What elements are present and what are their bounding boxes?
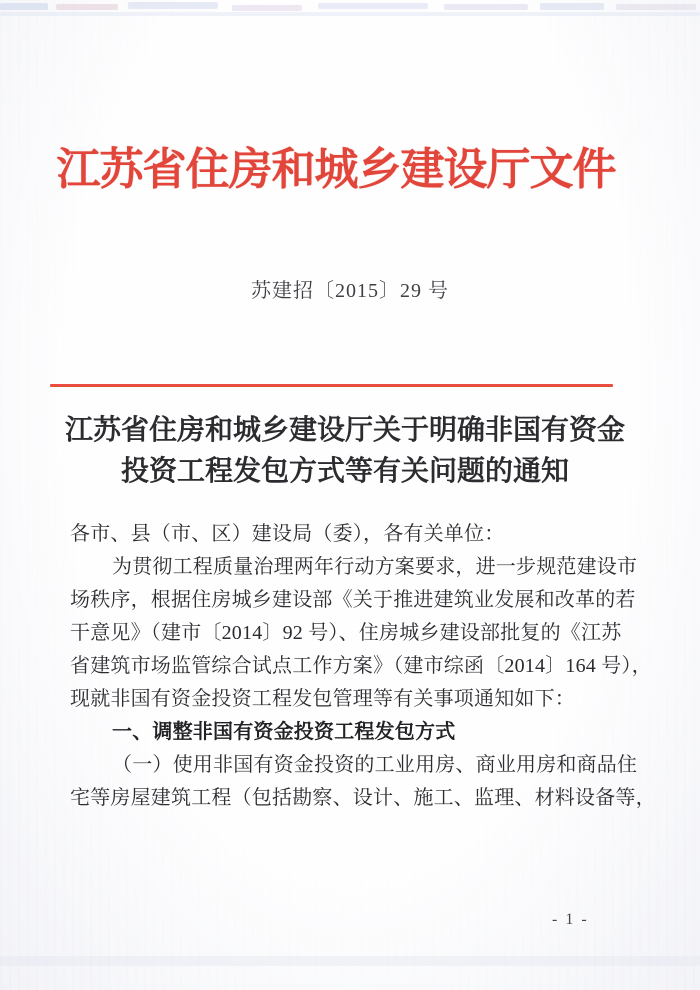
scan-artifact	[318, 3, 428, 9]
scan-artifact	[128, 2, 218, 9]
notice-title	[0, 410, 690, 492]
scan-artifact	[56, 4, 118, 10]
scan-artifact	[0, 12, 700, 16]
letterhead-title: 江苏省住房和城乡建设厅文件	[56, 145, 616, 194]
scan-artifact	[0, 956, 700, 966]
body-line: 现就非国有资金投资工程发包管理等有关事项通知如下：	[70, 688, 575, 710]
body-line: 为贯彻工程质量治理两年行动方案要求，进一步规范建设市	[112, 556, 638, 578]
body-line: 场秩序，根据住房城乡建设部《关于推进建筑业发展和改革的若	[70, 589, 636, 611]
salutation-line: 各市、县（市、区）建设局（委），各有关单位：	[70, 523, 505, 545]
notice-title-line1: 江苏省住房和城乡建设厅关于明确非国有资金	[64, 415, 625, 446]
section-heading-line: 一、调整非国有资金投资工程发包方式	[112, 721, 456, 743]
body-line: 干意见》（建市〔2014〕92 号）、住房城乡建设部批复的《江苏	[70, 622, 622, 644]
scan-artifact	[444, 4, 528, 10]
page-number: - 1 -	[552, 911, 589, 928]
scan-artifact	[616, 4, 696, 10]
body-line: （一）使用非国有资金投资的工业用房、商业用房和商品住	[112, 754, 638, 776]
notice-title-line2: 投资工程发包方式等有关问题的通知	[120, 456, 569, 487]
scan-artifact	[540, 3, 604, 10]
body-line: 省建筑市场监管综合试点工作方案》（建市综函〔2014〕164 号），	[70, 655, 652, 677]
scan-artifact	[232, 5, 302, 11]
document-body	[70, 518, 656, 815]
document-number: 苏建招〔2015〕29 号	[251, 280, 449, 302]
red-separator-rule	[50, 384, 613, 387]
body-line: 宅等房屋建筑工程（包括勘察、设计、施工、监理、材料设备等，	[70, 787, 656, 809]
scan-artifact	[0, 3, 48, 10]
